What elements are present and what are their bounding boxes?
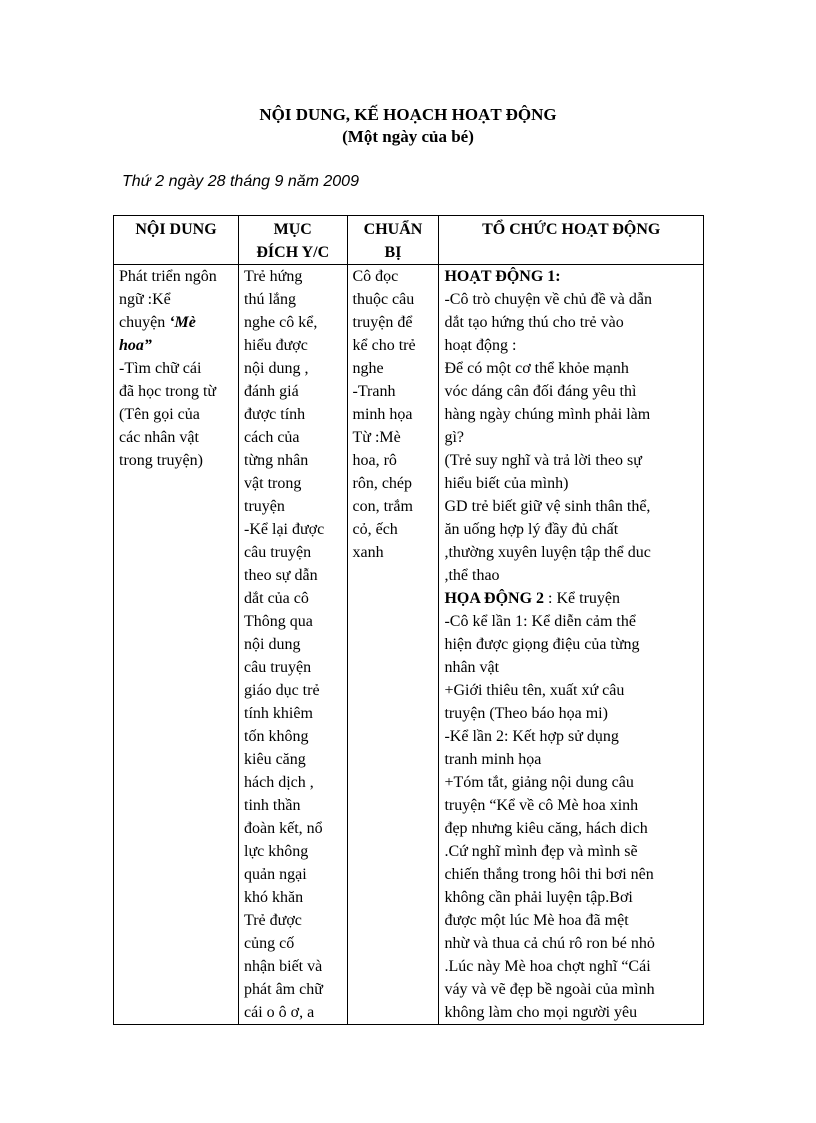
muc-dich-line: lực không xyxy=(244,843,309,860)
hoat-dong-1-line: ,thường xuyên luyện tập thể duc xyxy=(444,544,651,561)
muc-dich-line: Trẻ được xyxy=(244,912,302,929)
muc-dich-line: -Kể lại được xyxy=(244,521,325,538)
hoat-dong-2-line: không cần phải luyện tập.Bơi xyxy=(444,889,633,906)
muc-dich-line: nội dung , xyxy=(244,360,309,377)
muc-dich-line: giáo dục trẻ xyxy=(244,682,320,699)
chuan-bi-line: truyện để xyxy=(352,314,413,331)
chuan-bi-line: nghe xyxy=(352,360,384,377)
title-line-2: (Một ngày của bé) xyxy=(342,127,474,146)
hoat-dong-1-heading: HOẠT ĐỘNG 1: xyxy=(444,268,561,285)
muc-dich-line: phát âm chữ xyxy=(244,981,323,998)
muc-dich-line: vật trong xyxy=(244,475,302,492)
muc-dich-line: tính khiêm xyxy=(244,705,313,722)
hoat-dong-2-line: chiến thắng trong hôi thi bơi nên xyxy=(444,866,654,883)
hoat-dong-2-line: hiện được giọng điệu của từng xyxy=(444,636,640,653)
activity-plan-table xyxy=(113,215,704,1025)
muc-dich-line: tinh thần xyxy=(244,797,301,814)
hoat-dong-2-line: đẹp nhưng kiêu căng, hách dich xyxy=(444,820,648,837)
hoat-dong-2-line: nhừ và thua cả chú rô ron bé nhỏ xyxy=(444,935,655,952)
noi-dung-line: các nhân vật xyxy=(119,429,199,446)
hoat-dong-1-line: vóc dáng cân đối đáng yêu thì xyxy=(444,383,637,400)
muc-dich-line: nhận biết và xyxy=(244,958,323,975)
header-chuan-bi-line-1: CHUẨN xyxy=(363,221,423,238)
hoat-dong-2-heading-line xyxy=(444,587,698,610)
muc-dich-line: từng nhân xyxy=(244,452,309,469)
noi-dung-line xyxy=(119,311,233,334)
table-body-row xyxy=(114,265,704,1025)
chuan-bi-line: Cô đọc xyxy=(352,268,399,285)
noi-dung-line: Phát triển ngôn xyxy=(119,268,217,285)
header-muc-dich-line-2: ĐÍCH Y/C xyxy=(256,244,330,261)
noi-dung-story-prefix: chuyện xyxy=(119,314,170,331)
muc-dich-line: nghe cô kể, xyxy=(244,314,318,331)
chuan-bi-line: kể cho trẻ xyxy=(352,337,416,354)
chuan-bi-line: thuộc câu xyxy=(352,291,415,308)
hoat-dong-1-line: ăn uống hợp lý đầy đủ chất xyxy=(444,521,619,538)
muc-dich-line: quản ngại xyxy=(244,866,307,883)
hoat-dong-1-line: dắt tạo hứng thú cho trẻ vào xyxy=(444,314,624,331)
muc-dich-line: hiểu được xyxy=(244,337,308,354)
header-noi-dung-label: NỘI DUNG xyxy=(135,221,217,238)
hoat-dong-1-line: hàng ngày chúng mình phải làm xyxy=(444,406,651,423)
hoat-dong-2-heading: HỌA ĐỘNG 2 xyxy=(444,590,545,607)
story-title-part-2: hoa” xyxy=(119,337,152,354)
noi-dung-line: ngữ :Kể xyxy=(119,291,171,308)
hoat-dong-2-line: -Cô kể lần 1: Kể diễn cảm thể xyxy=(444,613,636,630)
document-title xyxy=(113,104,703,148)
hoat-dong-1-line: hiểu biết của mình) xyxy=(444,475,569,492)
hoat-dong-1-line: hoạt động : xyxy=(444,337,517,354)
hoat-dong-1-line: -Cô trò chuyện về chủ đề và dẫn xyxy=(444,291,652,308)
muc-dich-line: kiêu căng xyxy=(244,751,306,768)
header-chuan-bi-line-2: BỊ xyxy=(384,244,402,261)
hoat-dong-2-subtitle: : Kể truyện xyxy=(544,590,620,607)
hoat-dong-2-line: +Tóm tắt, giảng nội dung câu xyxy=(444,774,634,791)
hoat-dong-2-line: tranh minh họa xyxy=(444,751,542,768)
hoat-dong-2-line: nhân vật xyxy=(444,659,500,676)
hoat-dong-1-line: gì? xyxy=(444,429,464,446)
muc-dich-line: nội dung xyxy=(244,636,301,653)
muc-dich-line: khó khăn xyxy=(244,889,304,906)
muc-dich-line: thú lắng xyxy=(244,291,297,308)
hoat-dong-2-line: váy và vẽ đẹp bề ngoài của mình xyxy=(444,981,655,998)
chuan-bi-line: minh họa xyxy=(352,406,413,423)
muc-dich-line: cách của xyxy=(244,429,300,446)
muc-dich-line: được tính xyxy=(244,406,306,423)
muc-dich-line: Thông qua xyxy=(244,613,313,630)
title-line-1: NỘI DUNG, KẾ HOẠCH HOẠT ĐỘNG xyxy=(259,105,557,124)
chuan-bi-line: rôn, chép xyxy=(352,475,413,492)
hoat-dong-2-line: không làm cho mọi người yêu xyxy=(444,1004,638,1021)
hoat-dong-2-body xyxy=(444,610,698,1024)
chuan-bi-line: hoa, rô xyxy=(352,452,397,469)
chuan-bi-line: con, trắm xyxy=(352,498,413,515)
hoat-dong-2-line: -Kể lần 2: Kết hợp sử dụng xyxy=(444,728,619,745)
hoat-dong-2-line: được một lúc Mè hoa đã mệt xyxy=(444,912,629,929)
cell-to-chuc xyxy=(439,265,704,1025)
noi-dung-line: -Tìm chữ cái xyxy=(119,360,202,377)
header-muc-dich-line-1: MỤC xyxy=(273,221,312,238)
noi-dung-line: đã học trong từ xyxy=(119,383,217,400)
muc-dich-line: câu truyện xyxy=(244,544,312,561)
muc-dich-line: đoàn kết, nổ xyxy=(244,820,323,837)
muc-dich-line: củng cố xyxy=(244,935,295,952)
muc-dich-line: Trẻ hứng xyxy=(244,268,303,285)
muc-dich-line: hách dịch , xyxy=(244,774,314,791)
hoat-dong-2-line: truyện (Theo báo họa mi) xyxy=(444,705,608,722)
date-line: Thứ 2 ngày 28 tháng 9 năm 2009 xyxy=(122,173,359,190)
hoat-dong-2-line: +Giới thiêu tên, xuất xứ câu xyxy=(444,682,625,699)
muc-dich-line: câu truyện xyxy=(244,659,312,676)
table-header-row xyxy=(114,216,704,265)
chuan-bi-line: Từ :Mè xyxy=(352,429,401,446)
story-title-part-1: ‘Mè xyxy=(169,314,196,331)
hoat-dong-2-line: truyện “Kể về cô Mè hoa xinh xyxy=(444,797,639,814)
hoat-dong-1-line: GD trẻ biết giữ vệ sinh thân thể, xyxy=(444,498,651,515)
muc-dich-line: theo sự dẫn xyxy=(244,567,318,584)
hoat-dong-2-line: .Lúc này Mè hoa chợt nghĩ “Cái xyxy=(444,958,651,975)
cell-noi-dung xyxy=(114,265,239,1025)
muc-dich-line: đánh giá xyxy=(244,383,299,400)
header-noi-dung xyxy=(114,216,239,265)
noi-dung-line: trong truyện) xyxy=(119,452,203,469)
muc-dich-line: dắt của cô xyxy=(244,590,309,607)
header-to-chuc-label: TỔ CHỨC HOẠT ĐỘNG xyxy=(482,221,661,238)
header-to-chuc xyxy=(439,216,704,265)
cell-muc-dich xyxy=(239,265,347,1025)
noi-dung-line: (Tên gọi của xyxy=(119,406,200,423)
hoat-dong-1-line: ,thể thao xyxy=(444,567,500,584)
chuan-bi-line: xanh xyxy=(352,544,384,561)
hoat-dong-1-line: Để có một cơ thể khỏe mạnh xyxy=(444,360,629,377)
header-muc-dich xyxy=(239,216,347,265)
cell-chuan-bi xyxy=(347,265,439,1025)
muc-dich-line: tốn không xyxy=(244,728,309,745)
hoat-dong-1-body xyxy=(444,288,698,587)
muc-dich-line: truyện xyxy=(244,498,285,515)
chuan-bi-line: -Tranh xyxy=(352,383,396,400)
hoat-dong-2-line: .Cứ nghĩ mình đẹp và mình sẽ xyxy=(444,843,638,860)
muc-dich-line: cái o ô ơ, a xyxy=(244,1004,315,1021)
chuan-bi-line: cỏ, ếch xyxy=(352,521,398,538)
header-chuan-bi xyxy=(347,216,439,265)
hoat-dong-1-line: (Trẻ suy nghĩ và trả lời theo sự xyxy=(444,452,642,469)
